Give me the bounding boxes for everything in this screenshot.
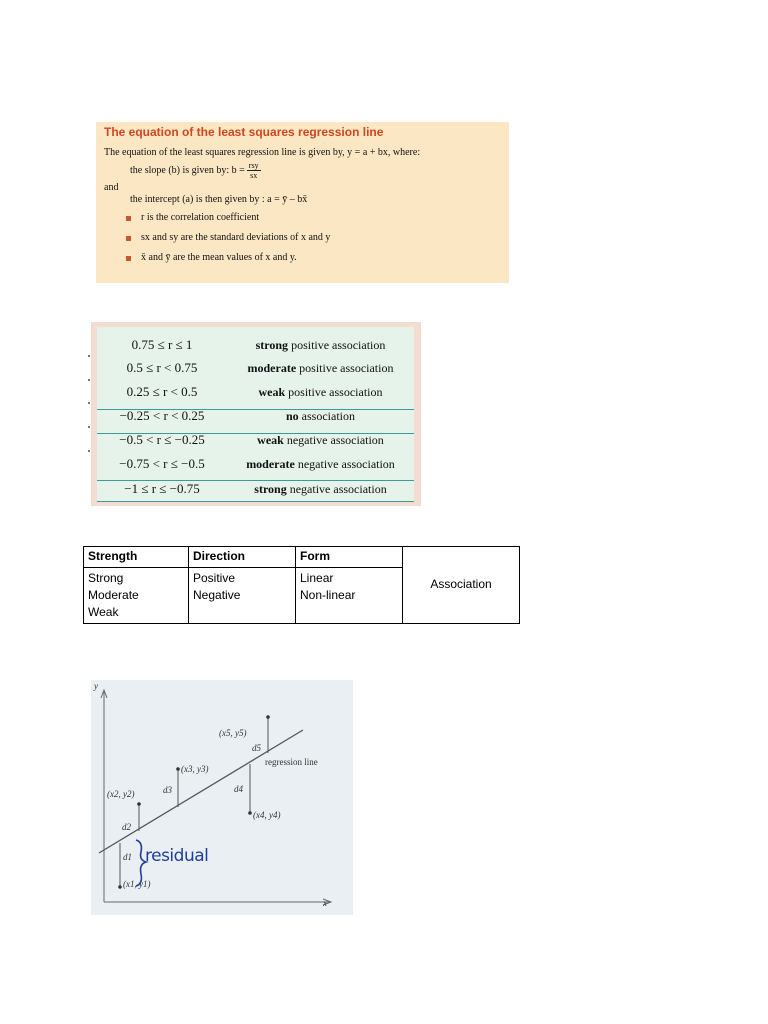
residual-diagram (91, 680, 353, 915)
form-value: Linear (300, 571, 334, 585)
slope-row (130, 162, 509, 180)
slope-fraction (247, 162, 261, 180)
bullet-item (126, 252, 509, 264)
r-range: −0.5 < r ≤ −0.25 (119, 432, 205, 447)
slope-denominator: sx (250, 171, 258, 181)
r-row (97, 404, 414, 428)
direction-value: Positive (193, 571, 236, 585)
bullet-text: sx and sy are the standard deviations of x and y (141, 232, 331, 244)
residual-label: d2 (122, 822, 131, 832)
r-description: strong positive association (255, 337, 386, 352)
regression-line-label: regression line (265, 757, 318, 767)
r-description: strong negative association (254, 481, 387, 496)
bullet-item (126, 232, 509, 244)
point-1 (118, 885, 122, 889)
r-range: 0.75 ≤ r ≤ 1 (131, 337, 193, 352)
dot-marker (88, 426, 90, 428)
strength-value: Weak (88, 605, 119, 619)
residual-label: d1 (123, 852, 132, 862)
direction-value: Negative (193, 588, 241, 602)
point-label: (x5, y5) (219, 728, 247, 738)
point-5 (266, 715, 270, 719)
header-strength: Strength (84, 547, 189, 568)
form-values (296, 568, 403, 624)
least-squares-title: The equation of the least squares regression line (104, 125, 384, 139)
r-row (97, 333, 414, 357)
r-range: −1 ≤ r ≤ −0.75 (124, 481, 200, 496)
r-description: weak positive association (258, 384, 383, 399)
slope-text: the slope (b) is given by: b = (130, 165, 245, 177)
dot-marker (88, 379, 90, 381)
point-label: (x4, y4) (253, 810, 281, 820)
slope-numerator: rsy (248, 161, 259, 171)
residual-label: d3 (163, 785, 172, 795)
r-description: moderate positive association (247, 360, 394, 375)
y-axis-label: y (94, 681, 98, 691)
r-range: 0.25 ≤ r < 0.5 (126, 384, 198, 399)
r-range: 0.5 ≤ r < 0.75 (126, 360, 198, 375)
r-row (97, 428, 414, 452)
point-label: (x3, y3) (181, 764, 209, 774)
intercept-text: the intercept (a) is then given by : a = ȳ – bx̄ (130, 194, 308, 206)
residual-label: d5 (252, 743, 261, 753)
point-2 (137, 802, 141, 806)
strength-value: Strong (88, 571, 124, 585)
residual-label: d4 (234, 784, 243, 794)
r-range: −0.75 < r ≤ −0.5 (119, 456, 205, 471)
strength-values (84, 568, 189, 624)
bullet-text: x̄ and ȳ are the mean values of x and y. (141, 252, 297, 264)
form-value: Non-linear (300, 588, 356, 602)
x-axis-label: x (323, 898, 327, 908)
strength-value: Moderate (88, 588, 139, 602)
divider (97, 501, 414, 502)
dot-marker (88, 402, 90, 404)
header-direction: Direction (189, 547, 296, 568)
direction-values (189, 568, 296, 624)
r-description: weak negative association (257, 432, 384, 447)
association-table (83, 546, 520, 624)
correlation-strength-panel (97, 327, 414, 502)
correlation-strength-table (91, 322, 421, 506)
bullet-text: r is the correlation coefficient (141, 212, 260, 224)
square-bullet-icon (126, 216, 131, 221)
association-cell: Association (403, 547, 520, 624)
header-form: Form (296, 547, 403, 568)
and-text: and (104, 182, 119, 194)
point-3 (176, 767, 180, 771)
r-range: −0.25 < r < 0.25 (119, 408, 205, 423)
r-row (97, 477, 414, 501)
point-label: (x2, y2) (107, 789, 135, 799)
r-row (97, 452, 414, 476)
dot-marker (88, 355, 90, 357)
handwritten-residual-label: residual (145, 846, 209, 866)
r-row (97, 380, 414, 404)
square-bullet-icon (126, 236, 131, 241)
r-description: no association (285, 408, 355, 423)
square-bullet-icon (126, 256, 131, 261)
dot-marker (88, 450, 90, 452)
point-4 (248, 811, 252, 815)
r-description: moderate negative association (246, 456, 395, 471)
least-squares-intro: The equation of the least squares regression line is given by, y = a + bx, where: (104, 147, 421, 159)
r-row (97, 356, 414, 380)
point-label: (x1, y1) (123, 879, 151, 889)
least-squares-box (96, 122, 509, 283)
bullet-item (126, 212, 509, 224)
